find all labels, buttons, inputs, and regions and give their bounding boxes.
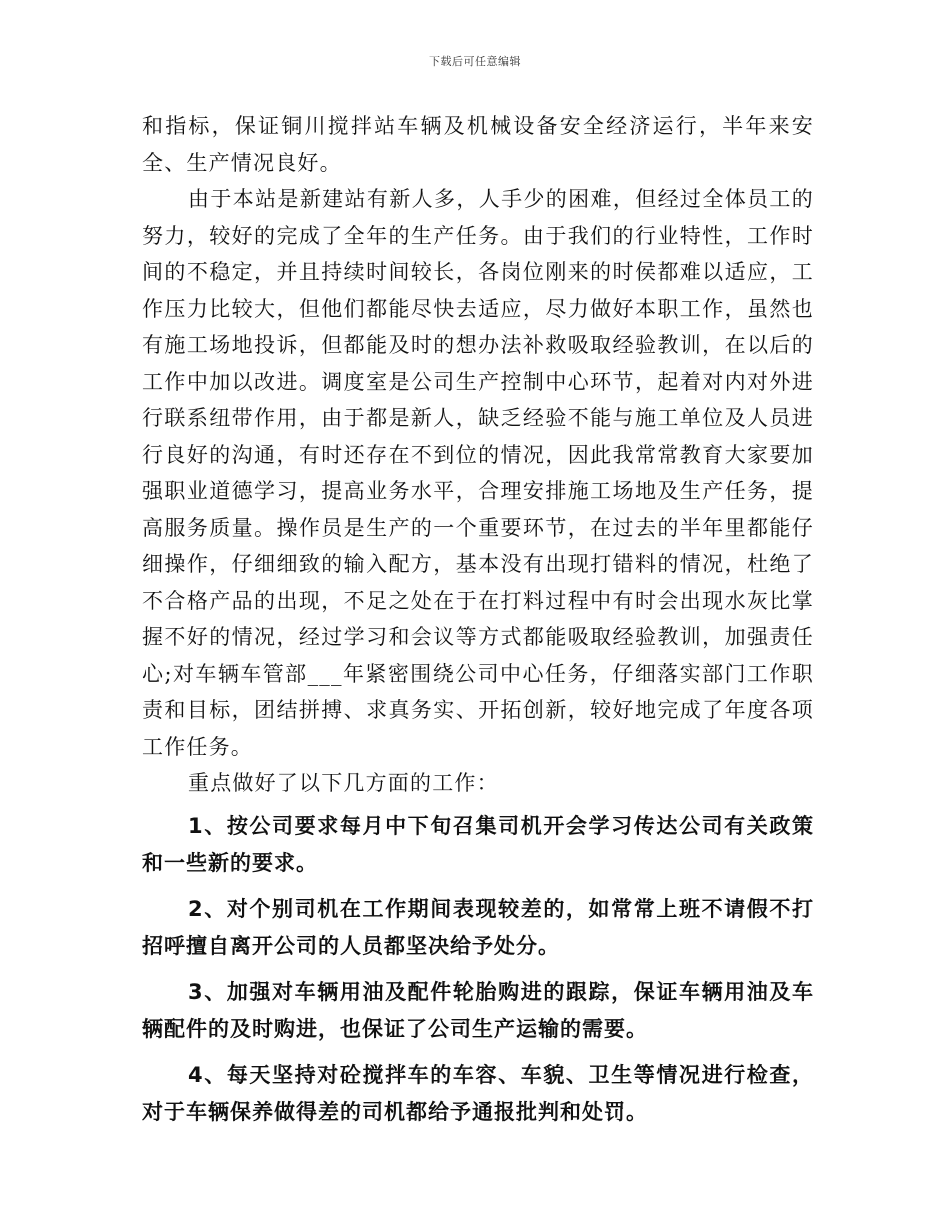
- document-body: [142, 108, 814, 1140]
- list-item: 1、按公司要求每月中下旬召集司机开会学习传达公司有关政策和一些新的要求。: [142, 813, 814, 875]
- list-item: 2、对个别司机在工作期间表现较差的，如常常上班不请假不打招呼擅自离开公司的人员都坚决给予处分。: [142, 896, 814, 958]
- list-item: 3、加强对车辆用油及配件轮胎购进的跟踪，保证车辆用油及车辆配件的及时购进，也保证了公司生产运输的需要。: [142, 979, 814, 1041]
- page-header: 下载后可任意编辑: [429, 55, 521, 68]
- list-item: 4、每天坚持对砼搅拌车的车容、车貌、卫生等情况进行检查，对于车辆保养做得差的司机都给予通报批判和处罚。: [142, 1062, 814, 1124]
- work-item-list: [142, 808, 814, 1131]
- paragraph-summary: 由于本站是新建站有新人多，人手少的困难，但经过全体员工的努力，较好的完成了全年的生产任务。由于我们的行业特性，工作时间的不稳定，并且持续时间较长，各岗位刚来的时侯都难以适应，工作压力比较大，但他们都能尽快去适应，尽力做好本职工作，虽然也有施工场地投诉，但都能及时的想办法补救吸取经验教训，在以后的工作中加以改进。调度室是公司生产控制中心环节，起着对内对外进行联系纽带作用，由于都是新人，缺乏经验不能与施工单位及人员进行良好的沟通，有时还存在不到位的情况，因此我常常教育大家要加强职业道德学习，提高业务水平，合理安排施工场地及生产任务，提高服务质量。操作员是生产的一个重要环节，在过去的半年里都能仔细操作，仔细细致的输入配方，基本没有出现打错料的情况，杜绝了不合格产品的出现，不足之处在于在打料过程中有时会出现水灰比掌握不好的情况，经过学习和会议等方式都能吸取经验教训，加强责任心;对车辆车管部___年紧密围绕公司中心任务，仔细落实部门工作职责和目标，团结拼搏、求真务实、开拓创新，较好地完成了年度各项工作任务。: [142, 187, 814, 759]
- paragraph-continuation: 和指标，保证铜川搅拌站车辆及机械设备安全经济运行，半年来安全、生产情况良好。: [142, 114, 814, 175]
- paragraph-intro: 重点做好了以下几方面的工作：: [188, 771, 499, 795]
